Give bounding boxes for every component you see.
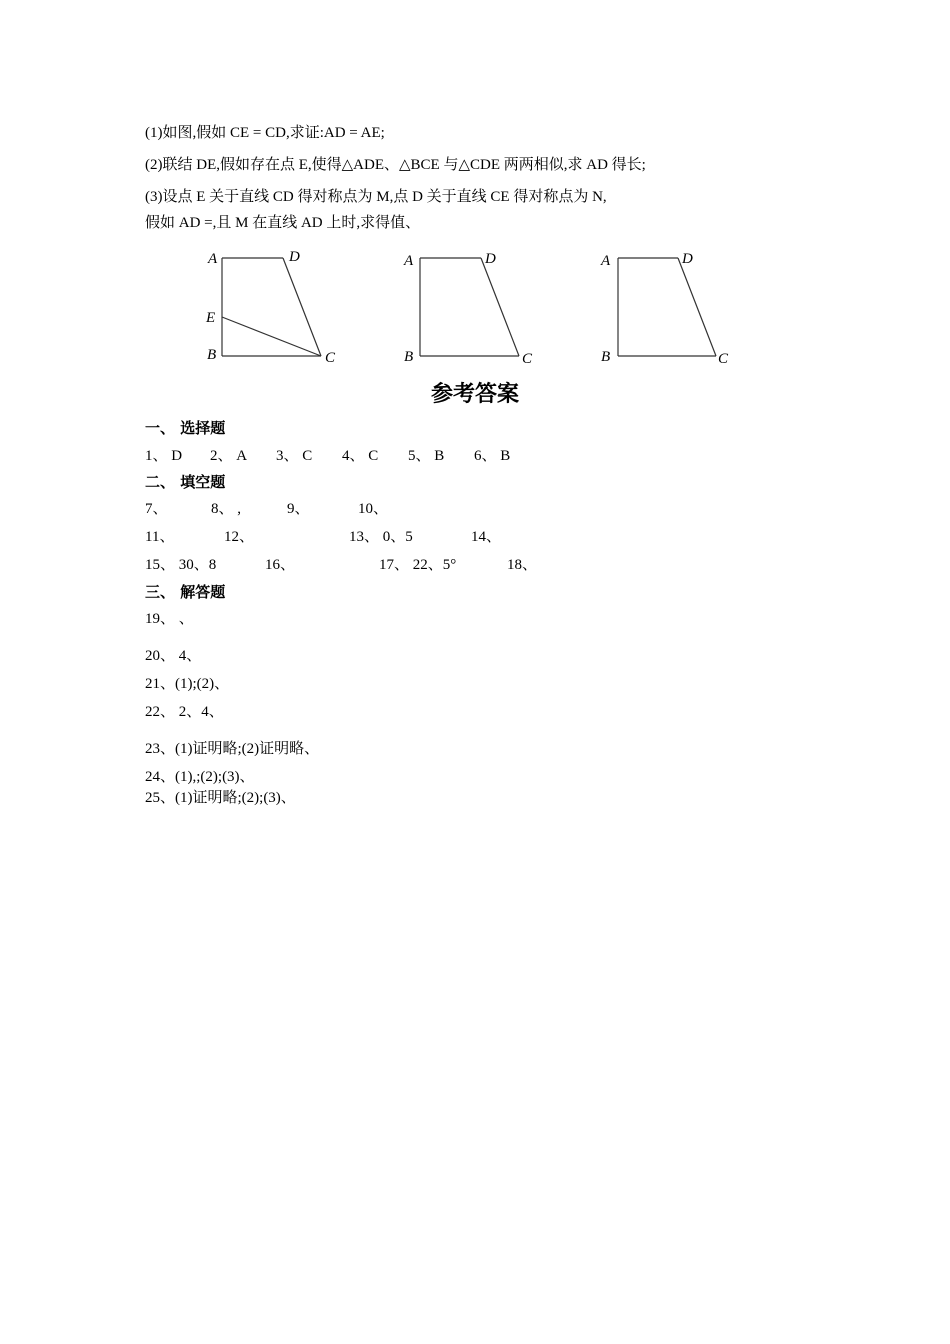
answer-item: 4、 C bbox=[342, 448, 379, 464]
answer-item: 8、 , bbox=[211, 501, 242, 517]
label-C: C bbox=[522, 351, 533, 367]
answer-item: 3、 C bbox=[276, 448, 313, 464]
answer-item: 9、 bbox=[287, 501, 310, 517]
label-C: C bbox=[325, 350, 336, 366]
answer-key-title: 参考答案 bbox=[430, 382, 519, 407]
answer-20: 20、 4、 bbox=[145, 648, 202, 664]
answer-item: 2、 A bbox=[210, 448, 248, 464]
answer-24: 24、(1),;(2);(3)、 bbox=[145, 769, 255, 785]
problem-part-3-continued: 假如 AD =,且 M 在直线 AD 上时,求得值、 bbox=[145, 215, 421, 231]
answer-23: 23、(1)证明略;(2)证明略、 bbox=[145, 741, 320, 757]
problem-part-3: (3)设点 E 关于直线 CD 得对称点为 M,点 D 关于直线 CE 得对称点为 N, bbox=[145, 189, 607, 205]
answer-item: 15、 30、8 bbox=[145, 557, 217, 573]
answer-item: 7、 bbox=[145, 501, 168, 517]
answer-item: 10、 bbox=[358, 501, 389, 517]
label-D: D bbox=[289, 249, 300, 265]
answer-item: 16、 bbox=[265, 557, 296, 573]
answer-item: 11、 bbox=[145, 529, 175, 545]
problem-part-1: (1)如图,假如 CE = CD,求证:AD = AE; bbox=[145, 125, 385, 141]
label-C: C bbox=[718, 351, 729, 367]
trapezoid-figure-3 bbox=[593, 245, 753, 370]
label-A: A bbox=[208, 251, 218, 267]
answer-item: 1、 D bbox=[145, 448, 183, 464]
section-heading-choice: 一、 选择题 bbox=[145, 419, 226, 437]
answer-19: 19、 、 bbox=[145, 611, 194, 627]
label-B: B bbox=[601, 349, 611, 365]
label-A: A bbox=[601, 253, 611, 269]
answer-item: 14、 bbox=[471, 529, 502, 545]
label-A: A bbox=[404, 253, 414, 269]
trapezoid-figure-2 bbox=[395, 245, 555, 370]
answer-25: 25、(1)证明略;(2);(3)、 bbox=[145, 790, 296, 806]
answer-item: 12、 bbox=[224, 529, 255, 545]
label-D: D bbox=[682, 251, 693, 267]
section-heading-solve: 三、 解答题 bbox=[145, 583, 226, 601]
answer-21: 21、(1);(2)、 bbox=[145, 676, 230, 692]
answer-item: 5、 B bbox=[408, 448, 445, 464]
answer-item: 17、 22、5° bbox=[379, 557, 457, 573]
label-D: D bbox=[485, 251, 496, 267]
problem-part-2: (2)联结 DE,假如存在点 E,使得△ADE、△BCE 与△CDE 两两相似,求 AD 得长; bbox=[145, 157, 646, 173]
trapezoid-figure-1 bbox=[195, 245, 355, 370]
answer-22: 22、 2、4、 bbox=[145, 704, 224, 720]
answer-item: 13、 0、5 bbox=[349, 529, 413, 545]
answer-item: 18、 bbox=[507, 557, 538, 573]
label-B: B bbox=[207, 347, 217, 363]
label-E: E bbox=[206, 310, 216, 326]
label-B: B bbox=[404, 349, 414, 365]
answer-item: 6、 B bbox=[474, 448, 511, 464]
section-heading-fill: 二、 填空题 bbox=[145, 473, 226, 491]
